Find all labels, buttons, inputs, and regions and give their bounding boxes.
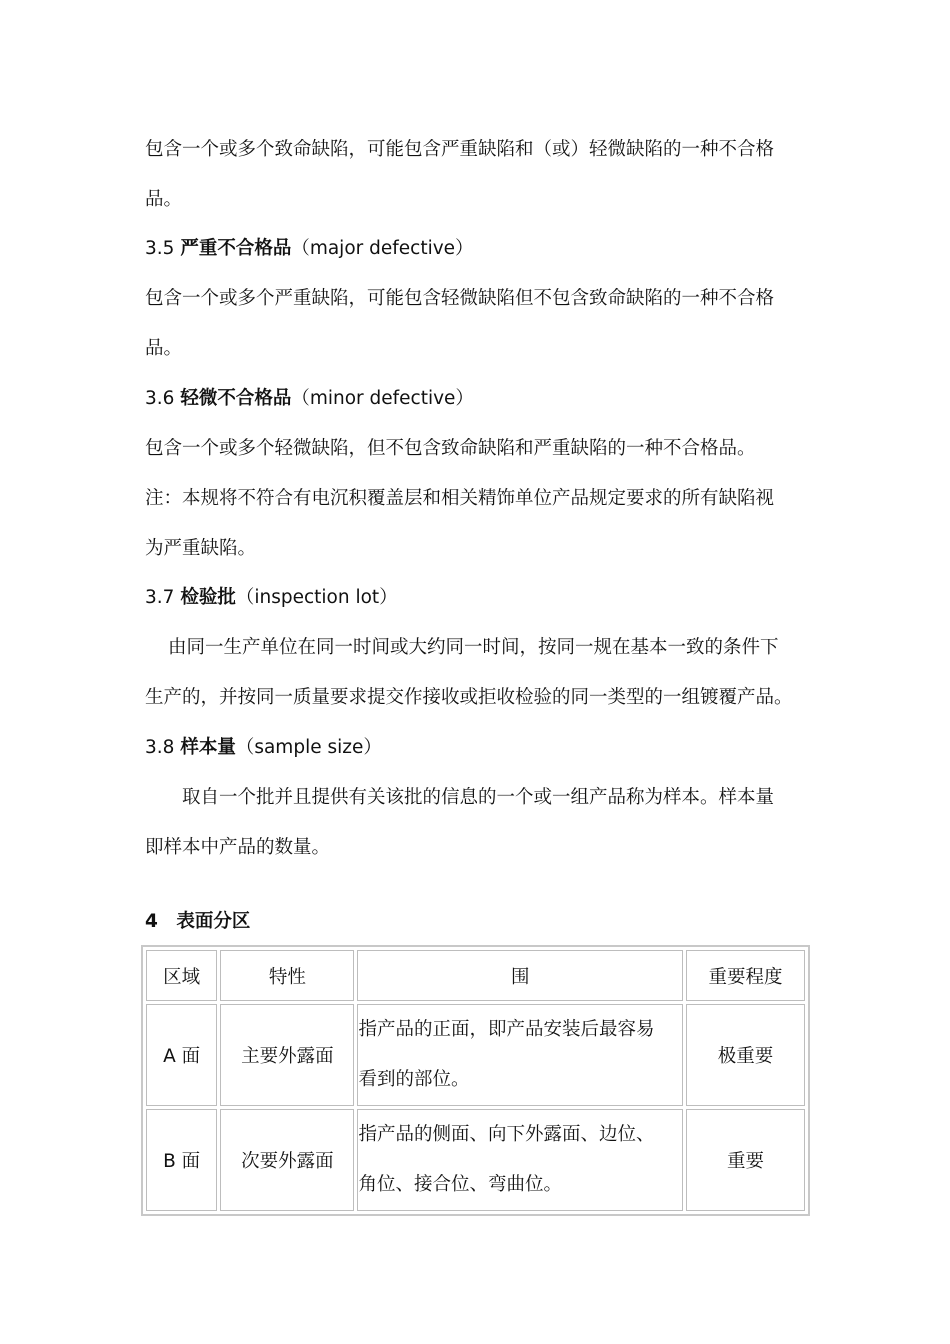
- section-english-term: （inspection lot）: [235, 587, 398, 608]
- table-header-cell: 特性: [220, 950, 354, 1001]
- feature-cell: 主要外露面: [220, 1004, 354, 1106]
- paragraph-line: 品。: [145, 189, 183, 210]
- section-number: 3.6: [145, 388, 175, 409]
- paragraph-line: 生产的，并按同一质量要求提交作接收或拒收检验的同一类型的一组镀覆产品。: [145, 687, 793, 708]
- importance-cell: 重要: [686, 1109, 805, 1211]
- note-line: 注：本规将不符合有电沉积覆盖层和相关精饰单位产品规定要求的所有缺陷视: [145, 488, 775, 509]
- table-row: [146, 1004, 805, 1106]
- section-title: 轻微不合格品: [180, 388, 292, 409]
- table-header-row: [146, 950, 805, 1001]
- section-english-term: （major defective）: [291, 238, 474, 259]
- section-heading-3-6: [145, 386, 474, 412]
- feature-cell: 次要外露面: [220, 1109, 354, 1211]
- paragraph-line: 即样本中产品的数量。: [145, 837, 331, 858]
- paragraph-line: 包含一个或多个致命缺陷，可能包含严重缺陷和（或）轻微缺陷的一种不合格: [145, 139, 775, 160]
- paragraph-line: 包含一个或多个轻微缺陷，但不包含致命缺陷和严重缺陷的一种不合格品。: [145, 438, 756, 459]
- section-number: 3.8: [145, 737, 175, 758]
- section-heading-3-8: [145, 735, 382, 761]
- description-cell: [357, 1109, 683, 1211]
- paragraph-line: 取自一个批并且提供有关该批的信息的一个或一组产品称为样本。样本量: [182, 787, 775, 808]
- description-line: 角位、接合位、弯曲位。: [358, 1174, 562, 1195]
- description-line: 看到的部位。: [358, 1069, 470, 1090]
- zone-cell: A 面: [146, 1004, 217, 1106]
- zone-cell: B 面: [146, 1109, 217, 1211]
- surface-zone-table: [141, 945, 810, 1216]
- paragraph-line: 由同一生产单位在同一时间或大约同一时间，按同一规在基本一致的条件下: [168, 637, 779, 658]
- table-row: [146, 1109, 805, 1211]
- section-title: 样本量: [180, 737, 236, 758]
- section-english-term: （sample size）: [235, 737, 382, 758]
- paragraph-line: 品。: [145, 338, 183, 359]
- section-number: 3.5: [145, 238, 175, 259]
- description-cell: [357, 1004, 683, 1106]
- section-number: 3.7: [145, 587, 175, 608]
- description-line: 指产品的侧面、向下外露面、边位、: [358, 1124, 655, 1145]
- section-title: 检验批: [180, 587, 236, 608]
- table-header-cell: 区域: [146, 950, 217, 1001]
- paragraph-line: 包含一个或多个严重缺陷，可能包含轻微缺陷但不包含致命缺陷的一种不合格: [145, 288, 775, 309]
- note-line: 为严重缺陷。: [145, 538, 257, 559]
- section-english-term: （minor defective）: [291, 388, 474, 409]
- description-line: 指产品的正面，即产品安装后最容易: [358, 1019, 655, 1040]
- importance-cell: 极重要: [686, 1004, 805, 1106]
- table-header-cell: 重要程度: [686, 950, 805, 1001]
- section-heading-4: 4 表面分区: [145, 911, 251, 932]
- section-title: 严重不合格品: [180, 238, 292, 259]
- table-header-cell: 围: [357, 950, 683, 1001]
- section-heading-3-5: [145, 236, 474, 262]
- section-heading-3-7: [145, 585, 398, 611]
